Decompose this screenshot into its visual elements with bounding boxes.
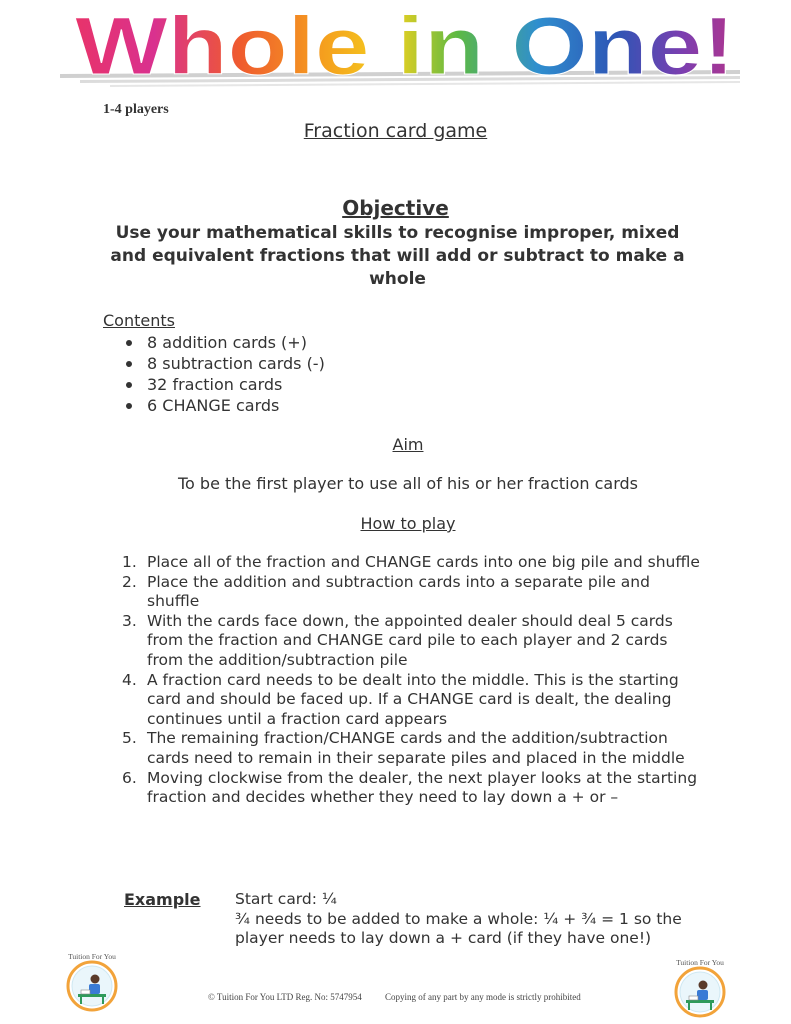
footer-notice: Copying of any part by any mode is strictly prohibited bbox=[385, 992, 581, 1002]
contents-list bbox=[122, 332, 325, 416]
step-number: 4. bbox=[122, 670, 137, 689]
footer-copyright: © Tuition For You LTD Reg. No: 5747954 bbox=[208, 992, 362, 1002]
objective-text: Use your mathematical skills to recognise improper, mixed and equivalent fractions that will add or subtract to make a whole bbox=[110, 223, 685, 289]
step-text: Place all of the fraction and CHANGE cards into one big pile and shuffle bbox=[147, 553, 700, 571]
student-desk-icon bbox=[674, 958, 726, 1018]
banner-title: Whole in One! bbox=[75, 8, 735, 92]
step-text: With the cards face down, the appointed dealer should deal 5 cards from the fraction and CHANGE card pile to each player and 2 cards from the addition/subtraction pile bbox=[147, 611, 673, 669]
list-item-text: 6 CHANGE cards bbox=[147, 396, 280, 415]
step-item bbox=[122, 553, 702, 573]
tuition-logo-right bbox=[674, 958, 726, 1018]
how-to-play-heading: How to play bbox=[360, 514, 456, 533]
list-item bbox=[122, 353, 325, 374]
step-item bbox=[122, 671, 702, 730]
step-item bbox=[122, 729, 702, 768]
step-item bbox=[122, 612, 702, 671]
logo-label: Tuition For You bbox=[676, 958, 724, 967]
logo-label: Tuition For You bbox=[68, 952, 116, 961]
page-subtitle: Fraction card game bbox=[303, 120, 488, 142]
step-item bbox=[122, 769, 702, 808]
step-text: A fraction card needs to be dealt into the middle. This is the starting card and should be faced up. If a CHANGE card is dealt, the dealing continues until a fraction card appears bbox=[147, 670, 679, 728]
example-label: Example bbox=[124, 890, 201, 909]
step-number: 3. bbox=[122, 611, 137, 630]
bullet-icon bbox=[126, 382, 132, 388]
how-to-play-steps bbox=[122, 553, 702, 808]
list-item bbox=[122, 374, 325, 395]
list-item bbox=[122, 332, 325, 353]
step-number: 6. bbox=[122, 768, 137, 787]
bullet-icon bbox=[126, 403, 132, 409]
players-count: 1-4 players bbox=[103, 102, 169, 117]
step-number: 1. bbox=[122, 553, 137, 571]
step-number: 5. bbox=[122, 729, 137, 748]
step-text: The remaining fraction/CHANGE cards and the addition/subtraction cards need to remain in their separate piles and placed in the middle bbox=[147, 729, 685, 767]
list-item-text: 8 subtraction cards (-) bbox=[147, 354, 325, 373]
student-desk-icon bbox=[66, 952, 118, 1012]
example-start-card: Start card: ¼ bbox=[235, 890, 337, 908]
step-item bbox=[122, 573, 702, 612]
aim-heading: Aim bbox=[392, 435, 424, 454]
step-number: 2. bbox=[122, 572, 137, 591]
title-banner bbox=[50, 8, 750, 100]
objective-heading: Objective bbox=[342, 196, 449, 220]
bullet-icon bbox=[126, 340, 132, 346]
example-explanation: ¾ needs to be added to make a whole: ¼ + ¾ = 1 so the player needs to lay down a + card (if they have one!) bbox=[235, 909, 682, 948]
aim-text: To be the first player to use all of his or her fraction cards bbox=[178, 474, 638, 493]
list-item-text: 8 addition cards (+) bbox=[147, 333, 307, 352]
list-item-text: 32 fraction cards bbox=[147, 375, 283, 394]
contents-heading: Contents bbox=[103, 311, 175, 330]
tuition-logo-left bbox=[66, 952, 118, 1012]
bullet-icon bbox=[126, 361, 132, 367]
list-item bbox=[122, 395, 325, 416]
example-text bbox=[235, 890, 705, 949]
step-text: Place the addition and subtraction cards into a separate pile and shuffle bbox=[147, 572, 650, 611]
step-text: Moving clockwise from the dealer, the next player looks at the starting fraction and decides whether they need to lay down a + or – bbox=[147, 768, 698, 807]
